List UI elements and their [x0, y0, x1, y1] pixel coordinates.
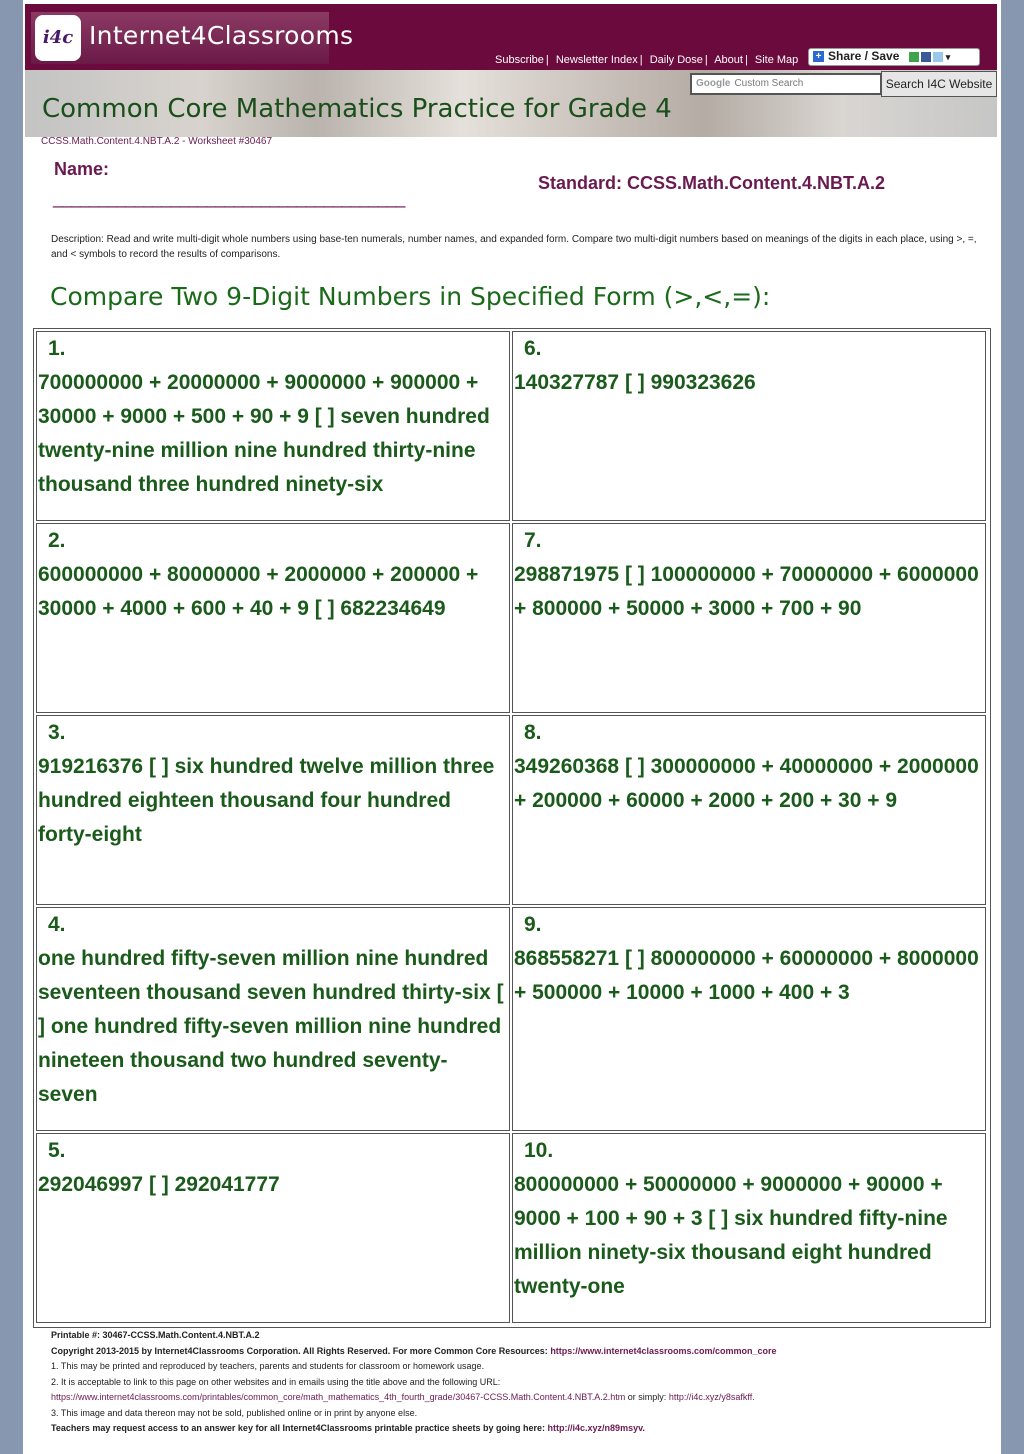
facebook-icon[interactable] [921, 52, 931, 62]
question-cell-3 [36, 715, 510, 905]
question-text: 600000000 + 80000000 + 2000000 + 200000 + 30000 + 4000 + 600 + 40 + 9 [ ] 682234649 [38, 563, 479, 620]
name-line: _______________________________________ [53, 188, 405, 208]
nav-subscribe[interactable]: Subscribe [495, 54, 544, 66]
question-cell-9 [512, 907, 986, 1131]
question-number: 1. [48, 337, 66, 360]
answer-key-link[interactable]: http://i4c.xyz/n89msyv. [547, 1423, 645, 1433]
question-cell-5 [36, 1133, 510, 1323]
question-text: 349260368 [ ] 300000000 + 40000000 + 2000000 + 200000 + 60000 + 2000 + 200 + 30 + 9 [514, 755, 979, 812]
note-2-urls: https://www.internet4classrooms.com/printables/common_core/math_mathematics_4th_fourth_grade/30467-CCSS.Math.Content.4.NBT.A.2.htm or simply: http://i4c.xyz/y8safkff. [51, 1392, 755, 1402]
question-text: one hundred fifty-seven million nine hundred seventeen thousand seven hundred thirty-six [ ] one hundred fifty-seven million nine hundred nineteen thousand two hundred seventy-seven [38, 947, 504, 1106]
site-banner [25, 4, 997, 70]
share-label: Share / Save [828, 49, 900, 63]
logo-text: Internet4Classrooms [89, 21, 354, 50]
twitter-icon[interactable] [933, 52, 943, 62]
search-input[interactable] [690, 73, 882, 95]
question-number: 3. [48, 721, 66, 744]
question-number: 2. [48, 529, 66, 552]
question-number: 5. [48, 1139, 66, 1162]
question-text: 800000000 + 50000000 + 9000000 + 90000 + 9000 + 100 + 90 + 3 [ ] six hundred fifty-nine million ninety-six thousand eight hundred twenty-one [514, 1173, 948, 1298]
question-cell-10 [512, 1133, 986, 1323]
name-label: Name: [54, 159, 110, 179]
answer-key-note: Teachers may request access to an answer key for all Internet4Classrooms printable practice sheets by going here: http://i4c.xyz/n89msyv. [51, 1423, 645, 1433]
questions-grid [33, 328, 991, 1328]
question-number: 9. [524, 913, 542, 936]
question-cell-4 [36, 907, 510, 1131]
note-2: 2. It is acceptable to link to this page on other websites and in emails using the title above and the following URL: [51, 1376, 501, 1387]
worksheet-url[interactable]: https://www.internet4classrooms.com/printables/common_core/math_mathematics_4th_fourth_grade/30467-CCSS.Math.Content.4.NBT.A.2.htm [51, 1392, 626, 1402]
question-cell-8 [512, 715, 986, 905]
search-button[interactable]: Search I4C Website [881, 71, 997, 97]
nav-newsletter-index[interactable]: Newsletter Index [555, 54, 638, 66]
printable-id: Printable #: 30467-CCSS.Math.Content.4.NBT.A.2 [51, 1330, 260, 1340]
nav-site-map[interactable]: Site Map [754, 54, 799, 66]
page-title: Common Core Mathematics Practice for Grade 4 [42, 94, 672, 124]
share-save-button[interactable] [808, 48, 980, 66]
site-logo[interactable] [31, 12, 354, 64]
i4c-logo-icon: i4c [35, 15, 81, 61]
footer [51, 1328, 991, 1437]
top-nav: Subscribe | Newsletter Index | Daily Dose | About | Site Map [495, 54, 799, 66]
common-core-link[interactable]: https://www.internet4classrooms.com/common_core [550, 1345, 777, 1356]
standard-label: Standard: CCSS.Math.Content.4.NBT.A.2 [538, 173, 886, 193]
question-text: 919216376 [ ] six hundred twelve million three hundred eighteen thousand four hundred forty-eight [38, 755, 495, 846]
copyright: Copyright 2013-2015 by Internet4Classrooms Corporation. All Rights Reserved. For more Common Core Resources: https://www.internet4classrooms.com/common_core [51, 1345, 777, 1356]
share-plus-icon: + [813, 51, 824, 62]
question-number: 7. [524, 529, 542, 552]
question-text: 298871975 [ ] 100000000 + 70000000 + 6000000 + 800000 + 50000 + 3000 + 700 + 90 [514, 563, 979, 620]
question-text: 868558271 [ ] 800000000 + 60000000 + 8000000 + 500000 + 10000 + 1000 + 400 + 3 [514, 947, 979, 1004]
nav-daily-dose[interactable]: Daily Dose [649, 54, 703, 66]
note-3: 3. This image and data thereon may not be sold, published online or in print by anyone else. [51, 1407, 418, 1418]
question-cell-6 [512, 331, 986, 521]
question-text: 700000000 + 20000000 + 9000000 + 900000 + 30000 + 9000 + 500 + 90 + 9 [ ] seven hundred twenty-nine million nine hundred thirty-nine thousand three hundred ninety-six [38, 371, 490, 496]
nav-about[interactable]: About [714, 54, 743, 66]
question-text: 292046997 [ ] 292041777 [38, 1173, 280, 1196]
question-number: 10. [524, 1139, 554, 1162]
google-logo: Google [696, 78, 731, 89]
short-url[interactable]: http://i4c.xyz/y8safkff. [668, 1392, 755, 1402]
search-placeholder: Custom Search [734, 78, 804, 89]
question-number: 6. [524, 337, 542, 360]
share-chevron-icon[interactable]: ▾ [945, 52, 951, 62]
worksheet-page [23, 0, 1001, 1454]
question-text: 140327787 [ ] 990323626 [514, 371, 756, 394]
worksheet-code: CCSS.Math.Content.4.NBT.A.2 - Worksheet #30467 [41, 136, 273, 147]
share-email-icon[interactable] [909, 52, 919, 62]
note-1: 1. This may be printed and reproduced by teachers, parents and students for classroom or homework usage. [51, 1361, 485, 1371]
question-number: 8. [524, 721, 542, 744]
question-cell-2 [36, 523, 510, 713]
description: Description: Read and write multi-digit whole numbers using base-ten numerals, number names, and expanded form. Compare two multi-digit numbers based on meanings of the digits in each place, using >, =, and < symbols to record the results of comparisons. [51, 234, 977, 260]
question-number: 4. [48, 913, 66, 936]
question-cell-7 [512, 523, 986, 713]
question-cell-1 [36, 331, 510, 521]
worksheet-title: Compare Two 9-Digit Numbers in Specified Form (>,<,=): [50, 282, 771, 311]
